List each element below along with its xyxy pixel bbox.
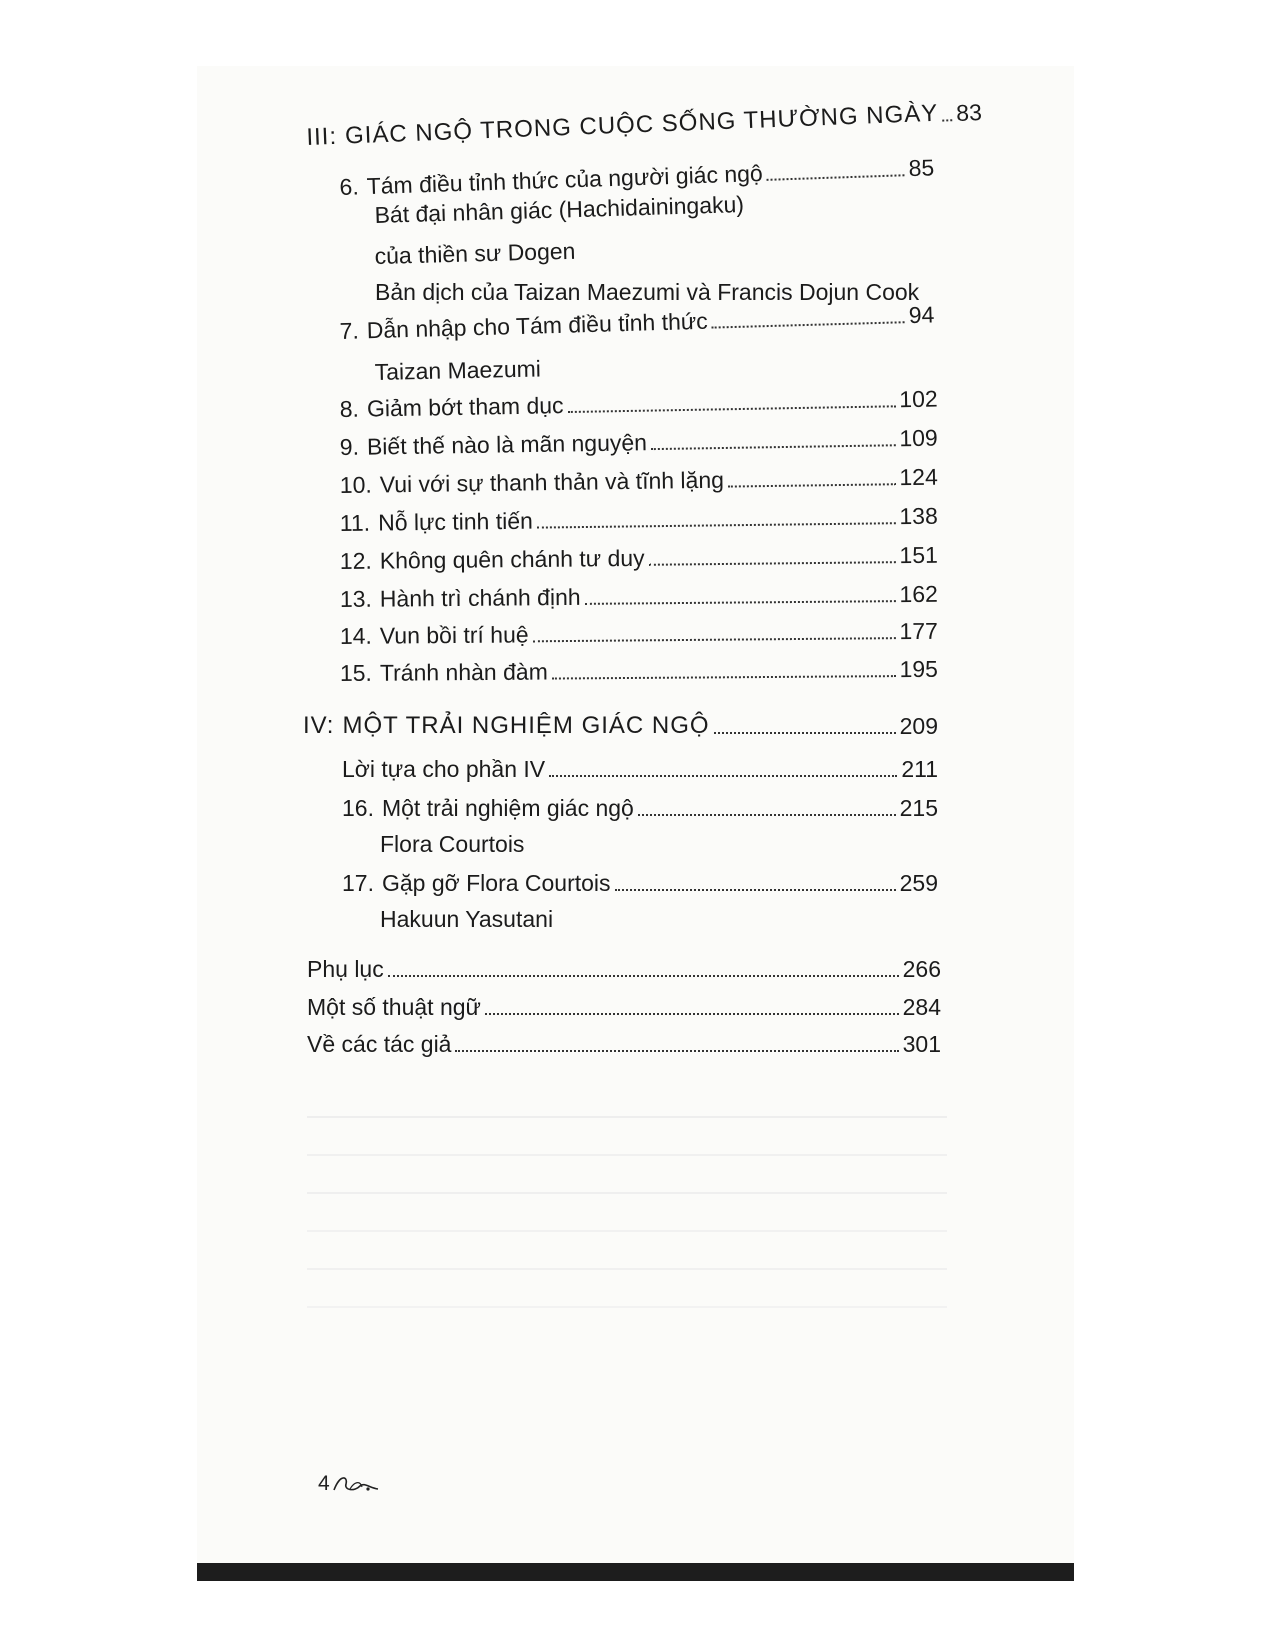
toc-entry-7[interactable] xyxy=(339,301,935,345)
entry-title: Biết thế nào là mãn nguyện xyxy=(366,429,648,460)
page-number: 94 xyxy=(908,301,935,329)
entry-title: Một số thuật ngữ xyxy=(307,994,481,1020)
page-number: 151 xyxy=(899,541,938,569)
entry-number: 10. xyxy=(339,471,372,499)
page-number: 209 xyxy=(899,713,938,739)
decorative-ornament-icon xyxy=(332,1472,380,1496)
entry-number: 16. xyxy=(342,795,374,821)
toc-appendix[interactable] xyxy=(307,956,941,983)
page-number: 215 xyxy=(899,795,938,821)
entry-number: 6. xyxy=(339,173,360,201)
part-number: IV: xyxy=(303,712,335,739)
toc-entry-17[interactable] xyxy=(342,870,938,897)
page-number: 284 xyxy=(902,994,941,1020)
entry-number: 14. xyxy=(339,622,372,650)
entry-number: 15. xyxy=(339,659,372,686)
bleed-through-area xyxy=(307,1096,947,1356)
page-number: 102 xyxy=(899,385,938,413)
page-number: 195 xyxy=(899,655,938,683)
toc-entry-9[interactable] xyxy=(340,425,938,461)
entry-number: 12. xyxy=(339,547,372,575)
toc-part-4[interactable] xyxy=(303,712,938,740)
toc-entry-14[interactable] xyxy=(340,618,938,650)
folio-page-number: 4 xyxy=(318,1472,330,1495)
toc-glossary[interactable] xyxy=(307,994,941,1021)
entry-title: Gặp gỡ Flora Courtois xyxy=(381,870,611,896)
entry-6-translator: Bản dịch của Taizan Maezumi và Francis Dojun Cook xyxy=(375,279,920,305)
dot-leader xyxy=(712,321,905,328)
entry-title: Nỗ lực tinh tiến xyxy=(377,507,534,536)
entry-number: 9. xyxy=(339,433,360,461)
dot-leader xyxy=(638,814,896,816)
dot-leader xyxy=(455,1050,898,1052)
toc-entry-15[interactable] xyxy=(340,656,938,687)
dot-leader xyxy=(533,637,896,642)
entry-title: Tránh nhàn đàm xyxy=(379,658,548,686)
dot-leader xyxy=(568,405,896,413)
entry-title: Dẫn nhập cho Tám điều tỉnh thức xyxy=(366,307,709,344)
toc-preface-part-4[interactable] xyxy=(342,756,938,783)
dot-leader xyxy=(388,975,899,977)
entry-number: 7. xyxy=(339,317,360,345)
dot-leader xyxy=(767,174,905,181)
entry-title: Vui với sự thanh thản và tĩnh lặng xyxy=(379,466,725,498)
dot-leader xyxy=(552,675,896,679)
entry-title: Giảm bớt tham dục xyxy=(366,392,564,422)
book-page xyxy=(197,66,1074,1563)
toc-entry-10[interactable] xyxy=(340,464,938,499)
entry-title: Một trải nghiệm giác ngộ xyxy=(381,795,634,821)
toc-entry-13[interactable] xyxy=(340,581,938,613)
entry-17-author: Hakuun Yasutani xyxy=(380,906,554,932)
dot-leader xyxy=(549,775,897,777)
entry-title: Tám điều tỉnh thức của người giác ngộ xyxy=(366,159,764,200)
entry-number: 17. xyxy=(342,870,374,896)
entry-title: Về các tác giả xyxy=(307,1031,452,1057)
entry-6-author-line: của thiền sư Dogen xyxy=(374,237,576,270)
page-number: 301 xyxy=(902,1031,941,1057)
entry-number: 8. xyxy=(339,395,360,423)
page-number: 266 xyxy=(902,956,941,982)
dot-leader xyxy=(537,522,896,528)
entry-title: Không quên chánh tư duy xyxy=(379,544,645,574)
entry-title: Phụ lục xyxy=(307,956,384,982)
page-number: 124 xyxy=(899,463,938,491)
dot-leader xyxy=(714,732,896,734)
part-title: GIÁC NGỘ TRONG CUỘC SỐNG THƯỜNG NGÀY xyxy=(344,99,939,150)
page-bottom-edge xyxy=(197,1563,1074,1581)
page-number: 211 xyxy=(901,756,938,782)
entry-number: 13. xyxy=(339,585,372,613)
dot-leader xyxy=(615,889,896,891)
toc-entry-12[interactable] xyxy=(340,542,938,575)
page-folio xyxy=(318,1472,380,1496)
entry-6-subtitle: Bát đại nhân giác (Hachidainingaku) xyxy=(374,191,745,229)
page-number: 109 xyxy=(899,424,938,452)
dot-leader xyxy=(485,1013,899,1015)
toc-entry-11[interactable] xyxy=(340,503,938,537)
page-number: 83 xyxy=(955,99,983,127)
dot-leader xyxy=(728,483,895,487)
toc-part-3[interactable] xyxy=(305,99,983,152)
entry-title: Lời tựa cho phần IV xyxy=(342,756,546,782)
dot-leader xyxy=(585,600,896,605)
page-number: 138 xyxy=(899,502,938,530)
toc-authors[interactable] xyxy=(307,1031,941,1058)
page-number: 162 xyxy=(899,580,938,608)
entry-7-author: Taizan Maezumi xyxy=(374,355,542,386)
entry-title: Vun bồi trí huệ xyxy=(379,621,529,649)
entry-title: Hành trì chánh định xyxy=(379,583,581,612)
page-number: 259 xyxy=(899,870,938,896)
toc-entry-16[interactable] xyxy=(342,795,938,822)
dot-leader xyxy=(942,119,952,121)
entry-16-author: Flora Courtois xyxy=(380,831,525,857)
page-number: 177 xyxy=(899,617,938,645)
toc-entry-8[interactable] xyxy=(340,386,938,423)
part-number: III: xyxy=(305,122,338,152)
part-title: MỘT TRẢI NGHIỆM GIÁC NGỘ xyxy=(342,712,710,739)
dot-leader xyxy=(649,561,896,566)
entry-number: 11. xyxy=(339,509,371,537)
page-number: 85 xyxy=(908,154,935,182)
dot-leader xyxy=(651,444,895,450)
scanned-page-frame xyxy=(197,66,1074,1581)
